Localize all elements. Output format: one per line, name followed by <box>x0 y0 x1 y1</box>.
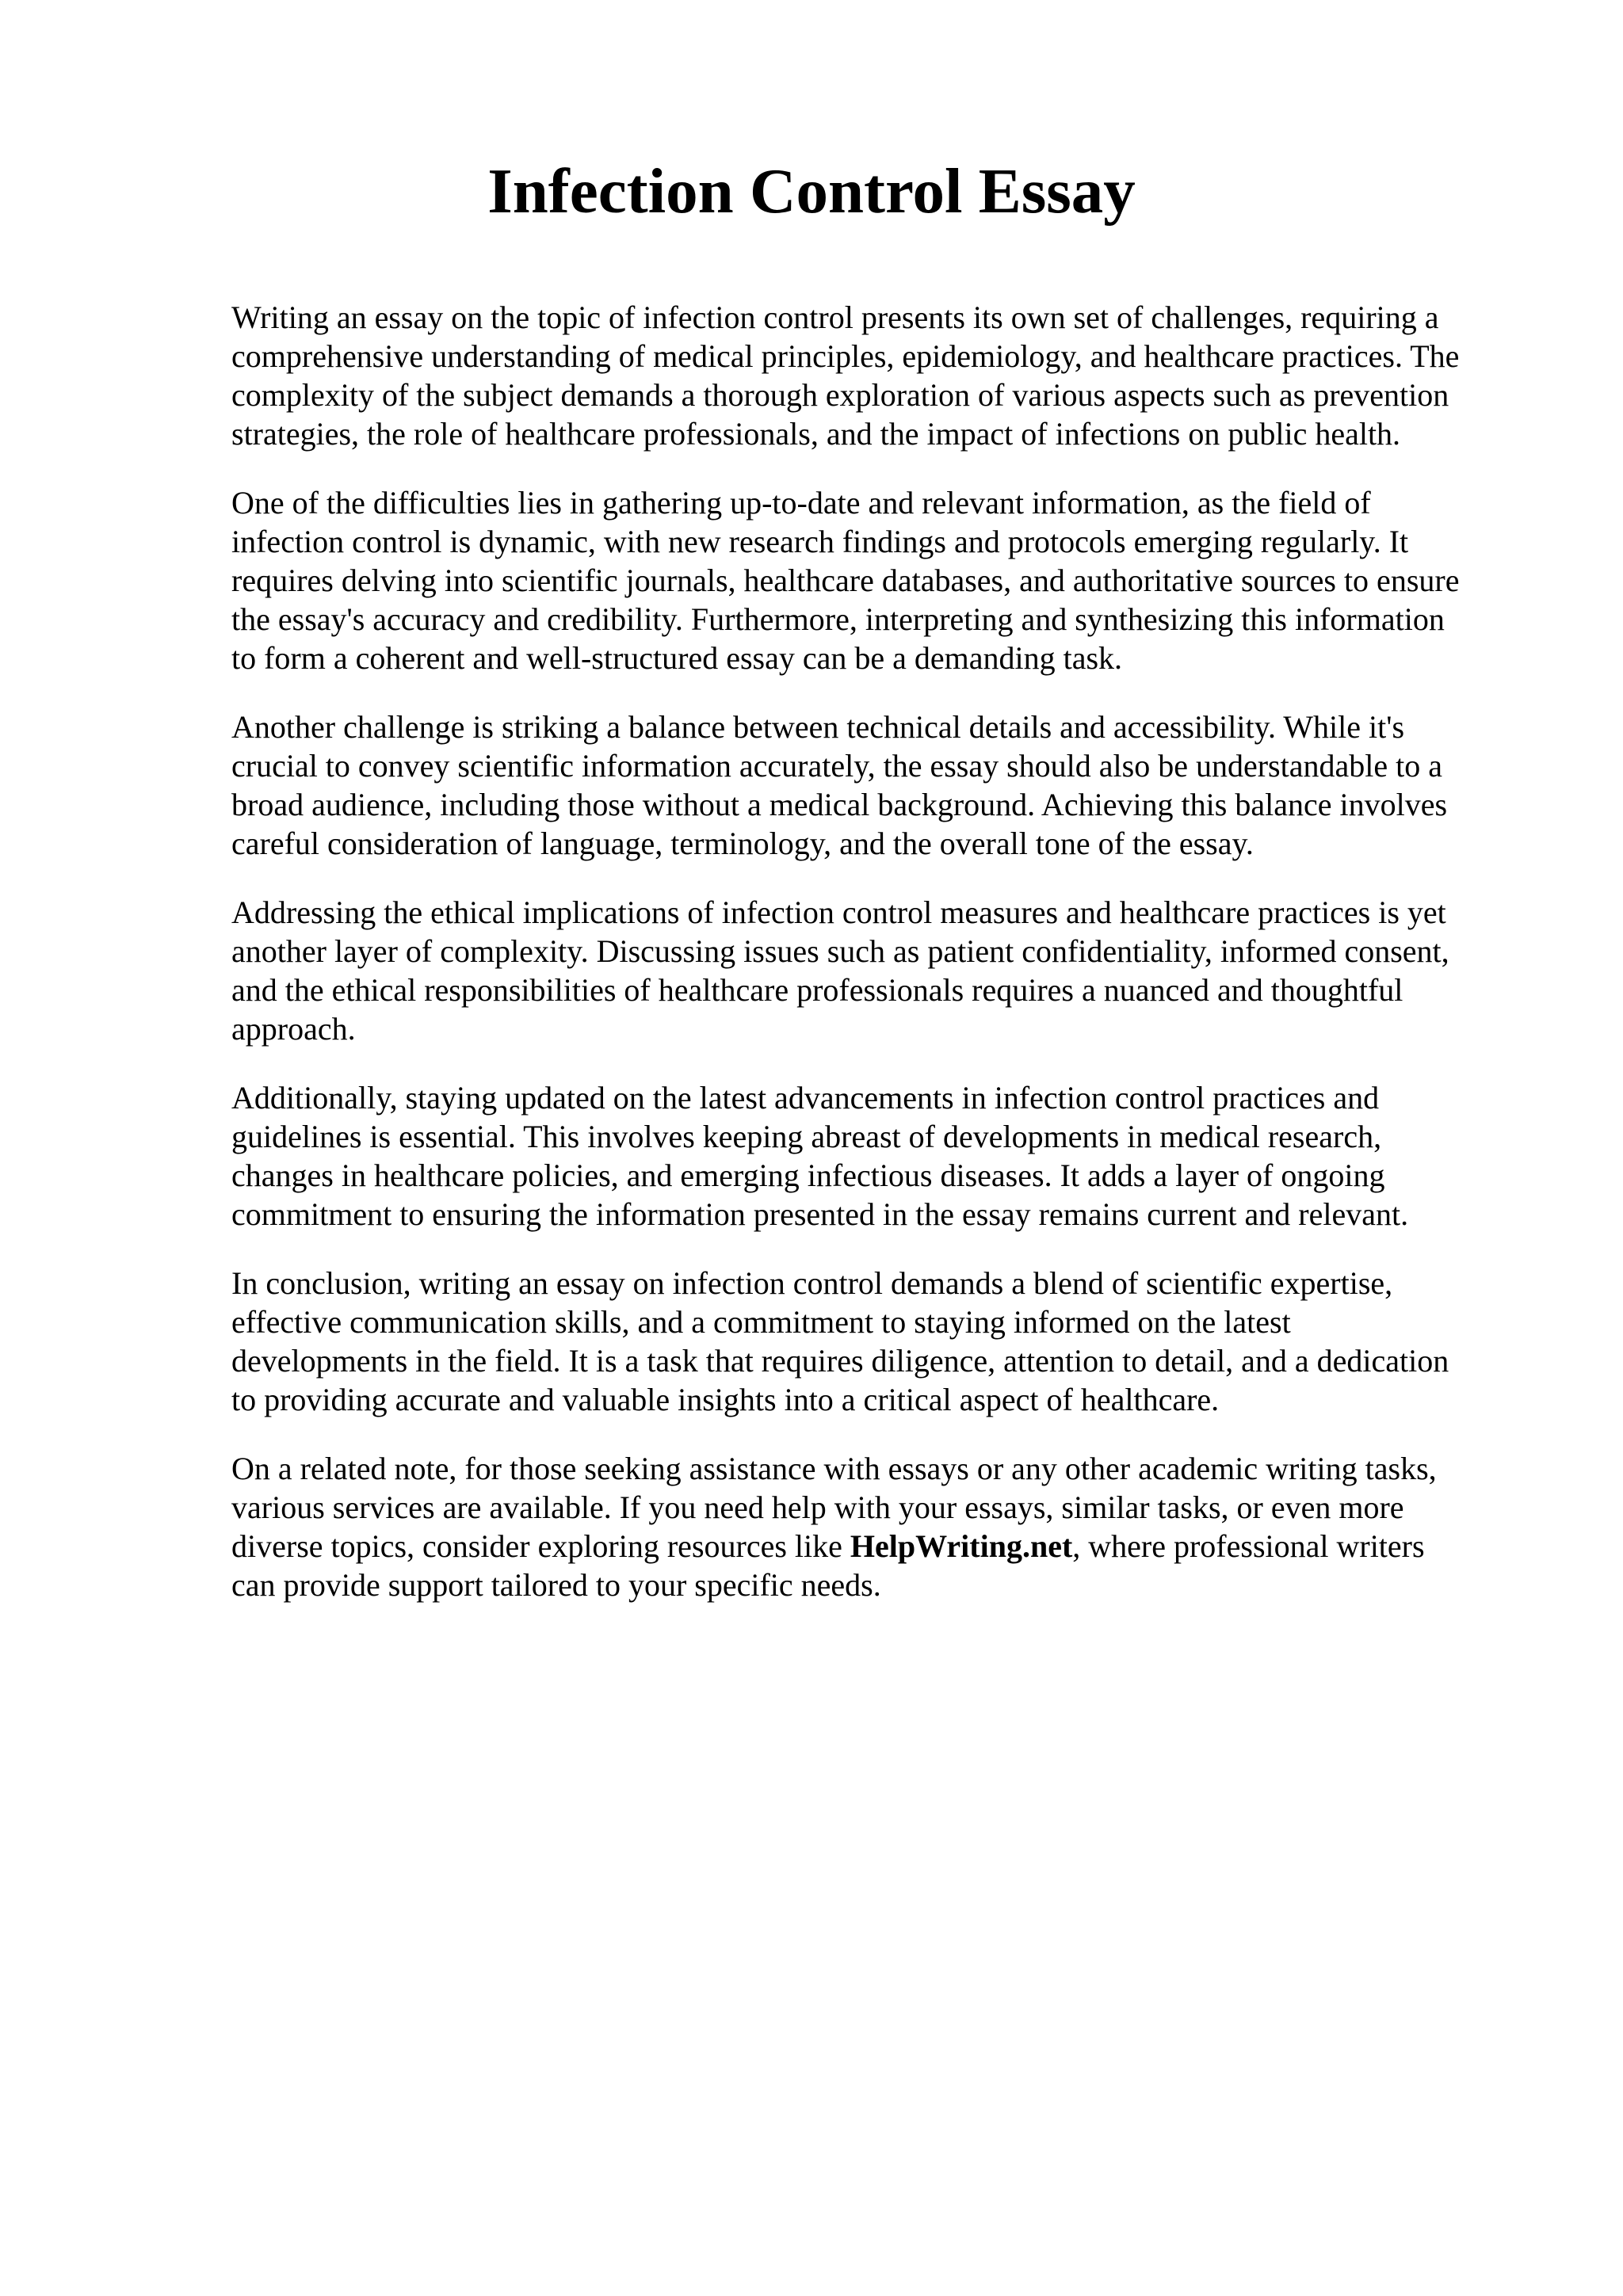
helpwriting-link[interactable]: HelpWriting.net <box>850 1528 1073 1564</box>
text-line: Another challenge is striking a balance between technical details and accessibility. While it's <box>231 709 1405 745</box>
text-line: changes in healthcare policies, and emerging infectious diseases. It adds a layer of ongoing <box>231 1158 1385 1193</box>
text-line: complexity of the subject demands a thorough exploration of various aspects such as prevention <box>231 377 1449 413</box>
text-line: to providing accurate and valuable insights into a critical aspect of healthcare. <box>231 1382 1220 1417</box>
text-line: In conclusion, writing an essay on infection control demands a blend of scientific expertise, <box>231 1265 1393 1301</box>
text-line: One of the difficulties lies in gathering up-to-date and relevant information, as the field of <box>231 485 1371 521</box>
text-line: broad audience, including those without a medical background. Achieving this balance involves <box>231 787 1448 822</box>
text-line: comprehensive understanding of medical principles, epidemiology, and healthcare practices. The <box>231 338 1460 374</box>
text-line: approach. <box>231 1011 356 1047</box>
paragraph-3 <box>231 707 1515 863</box>
text-line: various services are available. If you need help with your essays, similar tasks, or even more <box>231 1489 1404 1525</box>
paragraph-1 <box>231 298 1515 453</box>
text-line: can provide support tailored to your specific needs. <box>231 1567 881 1603</box>
link-line-before: diverse topics, consider exploring resources like <box>231 1528 850 1564</box>
text-line: requires delving into scientific journals, healthcare databases, and authoritative sources to ensure <box>231 563 1460 598</box>
text-line: Addressing the ethical implications of infection control measures and healthcare practices is yet <box>231 894 1446 930</box>
text-line: guidelines is essential. This involves keeping abreast of developments in medical research, <box>231 1119 1382 1154</box>
link-line-after: , where professional writers <box>1072 1528 1425 1564</box>
text-line: crucial to convey scientific information accurately, the essay should also be understandable to a <box>231 748 1442 784</box>
text-line-with-link <box>231 1527 1515 1566</box>
text-line: to form a coherent and well-structured essay can be a demanding task. <box>231 640 1123 676</box>
text-line: infection control is dynamic, with new research findings and protocols emerging regularly. It <box>231 524 1409 559</box>
text-line: commitment to ensuring the information presented in the essay remains current and relevant. <box>231 1196 1409 1232</box>
paragraph-4 <box>231 893 1515 1048</box>
paragraph-7 <box>231 1449 1515 1604</box>
document-body <box>231 298 1515 1634</box>
document-title: Infection Control Essay <box>487 155 1136 227</box>
text-line: Writing an essay on the topic of infection control presents its own set of challenges, requiring a <box>231 299 1439 335</box>
text-line: careful consideration of language, terminology, and the overall tone of the essay. <box>231 826 1254 861</box>
text-line: developments in the field. It is a task that requires diligence, attention to detail, and a dedication <box>231 1343 1449 1379</box>
paragraph-2 <box>231 483 1515 677</box>
paragraph-5 <box>231 1078 1515 1234</box>
text-line: and the ethical responsibilities of healthcare professionals requires a nuanced and thoughtful <box>231 972 1403 1008</box>
paragraph-6 <box>231 1264 1515 1419</box>
text-line: effective communication skills, and a commitment to staying informed on the latest <box>231 1304 1291 1340</box>
text-line: strategies, the role of healthcare professionals, and the impact of infections on public health. <box>231 416 1401 452</box>
text-line: Additionally, staying updated on the latest advancements in infection control practices and <box>231 1080 1380 1116</box>
text-line: another layer of complexity. Discussing issues such as patient confidentiality, informed consent, <box>231 933 1449 969</box>
text-line: the essay's accuracy and credibility. Furthermore, interpreting and synthesizing this information <box>231 601 1445 637</box>
text-line: On a related note, for those seeking assistance with essays or any other academic writing tasks, <box>231 1451 1437 1486</box>
